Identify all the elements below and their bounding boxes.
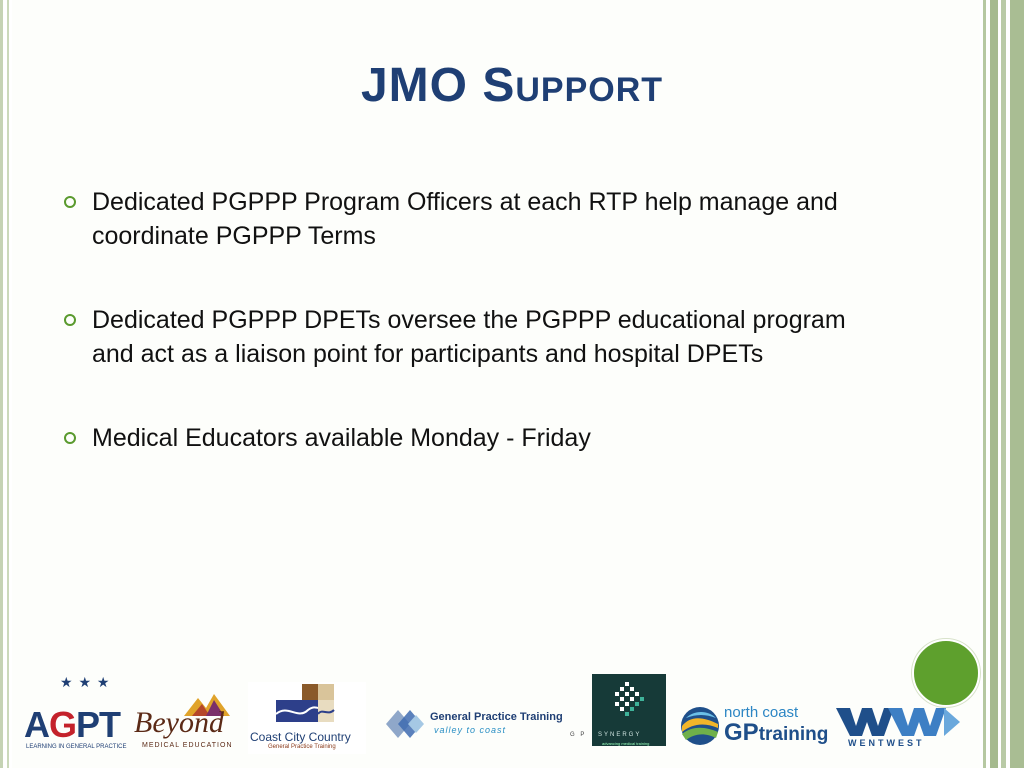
bullet-marker-icon: [64, 196, 76, 208]
gp-synergy-tagline: advancing medical training: [602, 741, 650, 746]
gpt-valley-to-coast-logo: [384, 704, 564, 744]
bullet-list: [62, 185, 892, 505]
coast-city-country-logo: [248, 682, 366, 754]
gp-synergy-prefix: G P: [570, 732, 587, 738]
coast-city-country-emblem-icon: [248, 682, 366, 728]
coast-city-country-wordmark: Coast City Country: [250, 730, 351, 744]
bullet-text: Dedicated PGPPP Program Officers at each RTP help manage and coordinate PGPPP Terms: [92, 188, 838, 250]
bullet-text: Medical Educators available Monday - Friday: [92, 424, 591, 452]
stars-icon: ★ ★ ★: [60, 674, 111, 690]
wentwest-arrow-icon: [836, 706, 974, 738]
coast-city-country-tagline: General Practice Training: [268, 744, 336, 750]
right-border-decoration: [980, 0, 1024, 768]
logo-strip: [20, 670, 980, 760]
north-coast-gp-training-logo: [680, 704, 830, 748]
north-coast-wordmark: north coast: [724, 704, 799, 721]
gp-synergy-box: [592, 674, 666, 746]
agpt-wordmark: AGPT: [24, 704, 121, 745]
bullet-item: [62, 303, 892, 371]
gp-synergy-logo: [570, 674, 666, 752]
left-border-decoration: [0, 0, 12, 768]
bullet-text: Dedicated PGPPP DPETs oversee the PGPPP educational program and act as a liaison point for participants and hospital DPETs: [92, 306, 846, 368]
beyond-logo: [132, 692, 242, 752]
beyond-wordmark: Beyond: [134, 706, 224, 739]
slide-title: JMO Support: [360, 59, 664, 112]
wave-emblem-icon: [680, 706, 720, 746]
diamond-emblem-icon: [384, 706, 428, 742]
wentwest-logo: [836, 706, 974, 750]
gp-synergy-wordmark: SYNERGY: [598, 732, 642, 738]
wentwest-wordmark: WENTWEST: [848, 738, 925, 748]
bullet-item: [62, 421, 892, 455]
beyond-tagline: MEDICAL EDUCATION: [142, 742, 233, 749]
bullet-item: [62, 185, 892, 253]
dot-grid-icon: [592, 674, 666, 730]
agpt-tagline: LEARNING IN GENERAL PRACTICE: [26, 744, 127, 750]
gpt-valley-wordmark: General Practice Training: [430, 711, 563, 723]
gp-training-wordmark: GPtraining: [724, 719, 829, 746]
bullet-marker-icon: [64, 432, 76, 444]
bullet-marker-icon: [64, 314, 76, 326]
agpt-logo: [24, 674, 127, 754]
gpt-valley-tagline: valley to coast: [434, 725, 507, 735]
